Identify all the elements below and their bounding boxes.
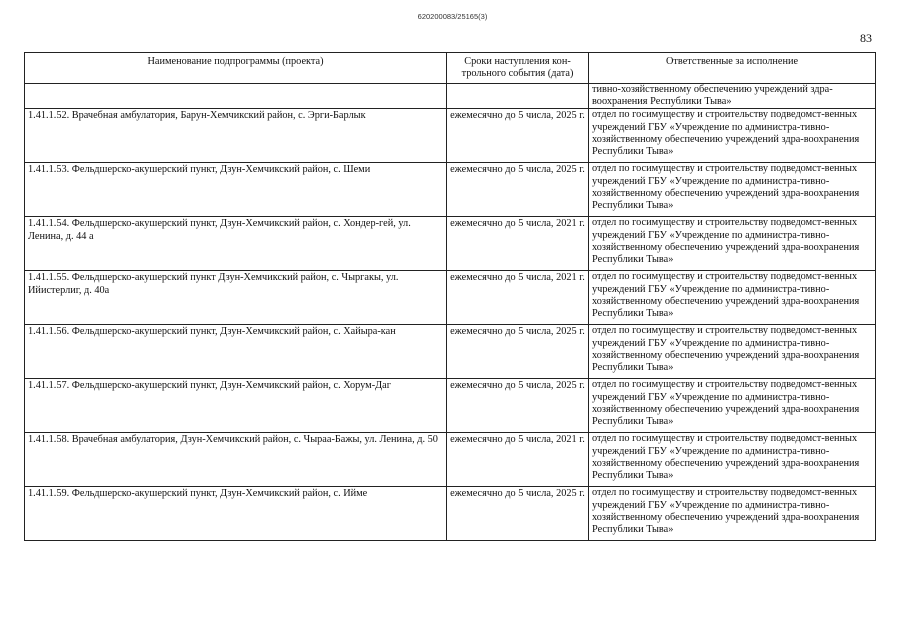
cell-term: ежемесячно до 5 числа, 2025 г.: [447, 163, 589, 217]
cell-responsible: отдел по госимуществу и строительству подведомст-венных учреждений ГБУ «Учреждение по администра-тивно-хозяйственному обеспечению учреждений здра-воохранения Республики Тыва»: [589, 271, 876, 325]
table-row: [25, 109, 876, 163]
cell-name: 1.41.1.53. Фельдшерско-акушерский пункт, Дзун-Хемчикский район, с. Шеми: [25, 163, 447, 217]
cell-term: ежемесячно до 5 числа, 2021 г.: [447, 217, 589, 271]
cell-name: 1.41.1.57. Фельдшерско-акушерский пункт, Дзун-Хемчикский район, с. Хорум-Даг: [25, 379, 447, 433]
table-row: [25, 487, 876, 541]
cell-responsible: отдел по госимуществу и строительству подведомст-венных учреждений ГБУ «Учреждение по администра-тивно-хозяйственному обеспечению учреждений здра-воохранения Республики Тыва»: [589, 433, 876, 487]
header-term: Сроки наступления кон-трольного события (дата): [447, 53, 589, 84]
table-row: [25, 271, 876, 325]
cell-responsible: отдел по госимуществу и строительству подведомст-венных учреждений ГБУ «Учреждение по администра-тивно-хозяйственному обеспечению учреждений здра-воохранения Республики Тыва»: [589, 163, 876, 217]
cell-term: ежемесячно до 5 числа, 2025 г.: [447, 325, 589, 379]
table-row: [25, 163, 876, 217]
cell-name: 1.41.1.52. Врачебная амбулатория, Барун-Хемчикский район, с. Эрги-Барлык: [25, 109, 447, 163]
subprogram-table: [24, 52, 876, 541]
table-row: [25, 433, 876, 487]
cell-empty: [25, 84, 447, 109]
header-responsible: Ответственные за исполнение: [589, 53, 876, 84]
cell-name: 1.41.1.58. Врачебная амбулатория, Дзун-Хемчикский район, с. Чыраа-Бажы, ул. Ленина, д. 50: [25, 433, 447, 487]
cell-term: ежемесячно до 5 числа, 2021 г.: [447, 433, 589, 487]
cell-responsible: отдел по госимуществу и строительству подведомст-венных учреждений ГБУ «Учреждение по администра-тивно-хозяйственному обеспечению учреждений здра-воохранения Республики Тыва»: [589, 487, 876, 541]
table-row: [25, 217, 876, 271]
table-header-row: [25, 53, 876, 84]
cell-responsible: отдел по госимуществу и строительству подведомст-венных учреждений ГБУ «Учреждение по администра-тивно-хозяйственному обеспечению учреждений здра-воохранения Республики Тыва»: [589, 217, 876, 271]
cell-term: ежемесячно до 5 числа, 2021 г.: [447, 271, 589, 325]
cell-name: 1.41.1.59. Фельдшерско-акушерский пункт, Дзун-Хемчикский район, с. Ийме: [25, 487, 447, 541]
table-row: [25, 379, 876, 433]
cell-responsible: отдел по госимуществу и строительству подведомст-венных учреждений ГБУ «Учреждение по администра-тивно-хозяйственному обеспечению учреждений здра-воохранения Республики Тыва»: [589, 109, 876, 163]
cell-name: 1.41.1.56. Фельдшерско-акушерский пункт, Дзун-Хемчикский район, с. Хайыра-кан: [25, 325, 447, 379]
cell-term: ежемесячно до 5 числа, 2025 г.: [447, 379, 589, 433]
cell-empty: [447, 84, 589, 109]
cell-term: ежемесячно до 5 числа, 2025 г.: [447, 109, 589, 163]
header-name: Наименование подпрограммы (проекта): [25, 53, 447, 84]
continuation-row: [25, 84, 876, 109]
page-number: 83: [860, 31, 872, 45]
cell-name: 1.41.1.54. Фельдшерско-акушерский пункт, Дзун-Хемчикский район, с. Хондер-гей, ул. Ленина, д. 44 а: [25, 217, 447, 271]
cell-term: ежемесячно до 5 числа, 2025 г.: [447, 487, 589, 541]
cell-responsible: тивно-хозяйственному обеспечению учреждений здра-воохранения Республики Тыва»: [589, 84, 876, 109]
cell-responsible: отдел по госимуществу и строительству подведомст-венных учреждений ГБУ «Учреждение по администра-тивно-хозяйственному обеспечению учреждений здра-воохранения Республики Тыва»: [589, 325, 876, 379]
table-row: [25, 325, 876, 379]
cell-name: 1.41.1.55. Фельдшерско-акушерский пункт Дзун-Хемчикский район, с. Чыргакы, ул. Ийистерлиг, д. 40а: [25, 271, 447, 325]
document-id: 620200083/25165(3): [417, 12, 488, 21]
cell-responsible: отдел по госимуществу и строительству подведомст-венных учреждений ГБУ «Учреждение по администра-тивно-хозяйственному обеспечению учреждений здра-воохранения Республики Тыва»: [589, 379, 876, 433]
